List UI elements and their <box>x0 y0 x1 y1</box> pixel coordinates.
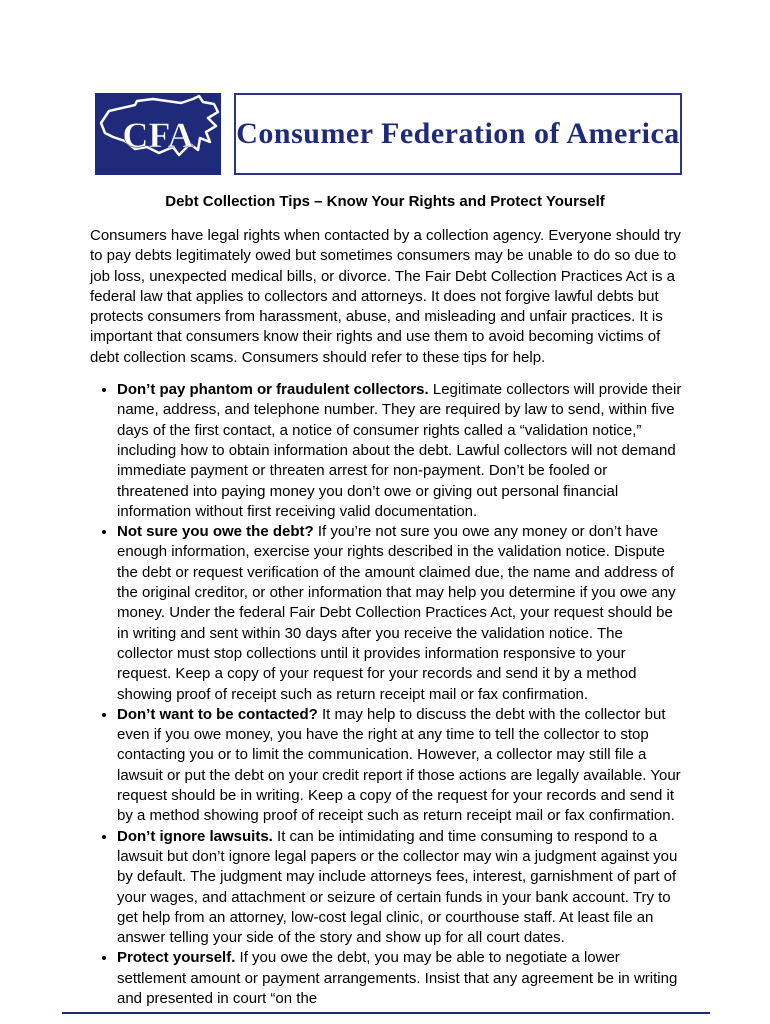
bullet-lead: Don’t want to be contacted? <box>117 705 318 723</box>
list-item <box>117 705 682 827</box>
bullet-text: If you owe the debt, you may be able to negotiate a lower settlement amount or payment arrangements. Insist that any agreement be in writing and presented in court “on the <box>117 949 678 1007</box>
list-item <box>117 380 682 522</box>
bullet-text: If you’re not sure you owe any money or don’t have enough information, exercise your rights described in the validation notice. Dispute the debt or request verification of the amount claimed due, the name and address of the original creditor, or other information that may help you determine if you owe any money. Under the federal Fair Debt Collection Practices Act, your request should be in writing and sent within 30 days after you receive the validation notice. The collector must stop collections until it provides information responsive to your request. Keep a copy of your request for your records and send it by a method showing proof of receipt such as return receipt mail or fax confirmation. <box>117 523 676 703</box>
list-item <box>117 827 682 949</box>
bullet-lead: Don’t pay phantom or fraudulent collectors. <box>117 381 429 399</box>
list-item <box>117 522 682 705</box>
intro-paragraph: Consumers have legal rights when contacted by a collection agency. Everyone should try to pay debts legitimately owed but sometimes consumers may be unable to do so due to job loss, unexpected medical bills, or divorce. The Fair Debt Collection Practices Act is a federal law that applies to collectors and attorneys. It does not forgive lawful debts but protects consumers from harassment, abuse, and misleading and unfair practices. It is important that consumers know their rights and use them to avoid becoming victims of debt collection scams. Consumers should refer to these tips for help. <box>90 227 681 366</box>
list-item <box>117 948 682 1009</box>
document-header <box>95 93 682 175</box>
bullet-text: It can be intimidating and time consuming to respond to a lawsuit but don’t ignore legal papers or the collector may win a judgment against you by default. The judgment may include attorneys fees, interest, garnishment of part of your wages, and attachment or seizure of certain funds in your bank account. Try to get help from an attorney, low-cost legal clinic, or courthouse staff. At least file an answer telling your side of the story and show up for all court dates. <box>117 827 678 947</box>
footer-rule <box>62 1012 710 1014</box>
doc-title: Debt Collection Tips – Know Your Rights and Protect Yourself <box>165 193 605 210</box>
bullet-text: It may help to discuss the debt with the collector but even if you owe money, you have the right at any time to tell the collector to stop contacting you or to limit the communication. However, a collector may still file a lawsuit or put the debt on your credit report if those actions are legally available. Your request should be in writing. Keep a copy of the request for your records and send it by a method showing proof of receipt such as return receipt mail or fax confirmation. <box>117 705 681 825</box>
bullet-text: Legitimate collectors will provide their name, address, and telephone number. They are required by law to send, within five days of the first contact, a notice of consumer rights called a “validation notice,” including how to obtain information about the debt. Lawful collectors will not demand immediate payment or threaten arrest for non-payment. Don’t be fooled or threatened into paying money you don’t owe or giving out personal financial information without first receiving valid documentation. <box>117 381 682 520</box>
bullet-lead: Not sure you owe the debt? <box>117 523 314 541</box>
org-name: Consumer Federation of America <box>236 117 680 150</box>
org-name-box <box>234 93 682 175</box>
logo-acronym: CFA <box>122 115 194 155</box>
bullet-lead: Don’t ignore lawsuits. <box>117 827 273 845</box>
tips-list <box>90 380 682 1009</box>
bullet-lead: Protect yourself. <box>117 949 236 967</box>
document-body <box>90 226 682 1009</box>
cfa-logo <box>95 93 221 175</box>
